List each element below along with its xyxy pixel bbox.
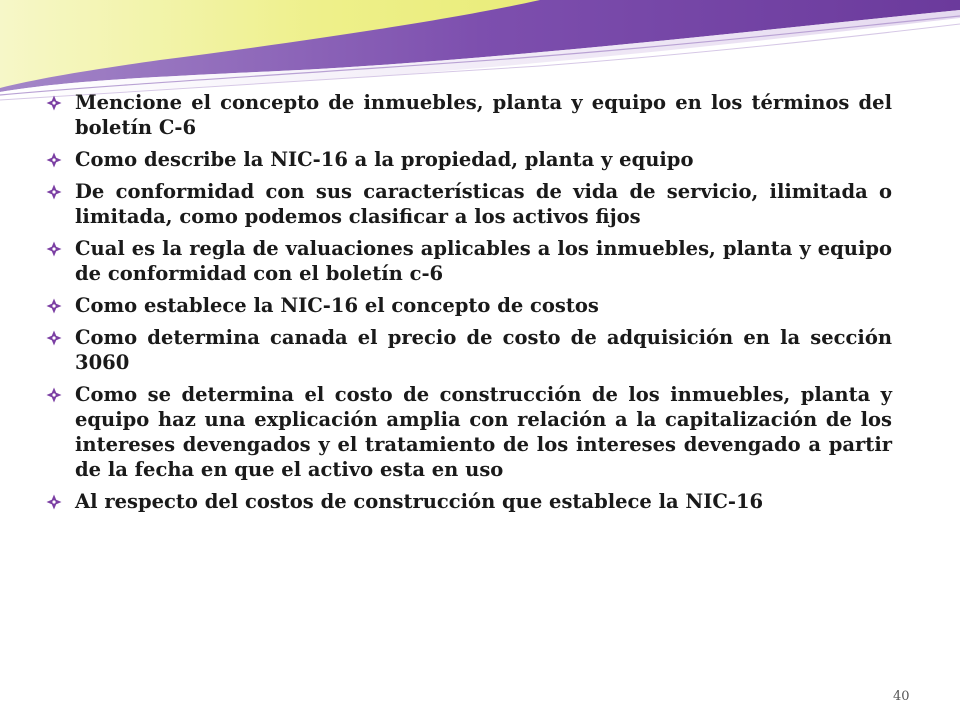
- four-petal-diamond-icon: [46, 152, 62, 168]
- bullet-text: Como se determina el costo de construcción de los inmuebles, planta y equipo haz una explicación amplia con relación a la capitalización de los intereses devengados y el tratamiento de los intereses devengado a partir de la fecha en que el activo esta en uso: [75, 383, 892, 481]
- bullet-item: [46, 179, 892, 229]
- bullet-text: De conformidad con sus características de vida de servicio, ilimitada o limitada, como podemos clasificar a los activos fijos: [75, 180, 892, 228]
- bullet-item: [46, 90, 892, 140]
- bullet-item: [46, 325, 892, 375]
- four-petal-diamond-icon: [46, 298, 62, 314]
- slide-number: 40: [893, 689, 910, 704]
- four-petal-diamond-icon: [46, 330, 62, 346]
- four-petal-diamond-icon: [46, 387, 62, 403]
- four-petal-diamond-icon: [46, 184, 62, 200]
- bullet-item: [46, 147, 892, 172]
- four-petal-diamond-icon: [46, 95, 62, 111]
- bullet-item: [46, 489, 892, 514]
- bullet-text: Como describe la NIC-16 a la propiedad, planta y equipo: [75, 148, 694, 171]
- bullet-text: Mencione el concepto de inmuebles, planta y equipo en los términos del boletín C-6: [75, 91, 892, 139]
- bullet-text: Como establece la NIC-16 el concepto de costos: [75, 294, 599, 317]
- four-petal-diamond-icon: [46, 494, 62, 510]
- bullet-list: [46, 90, 892, 521]
- bullet-item: [46, 382, 892, 482]
- bullet-item: [46, 293, 892, 318]
- bullet-text: Como determina canada el precio de costo de adquisición en la sección 3060: [75, 326, 892, 374]
- four-petal-diamond-icon: [46, 241, 62, 257]
- bullet-text: Cual es la regla de valuaciones aplicables a los inmuebles, planta y equipo de conformidad con el boletín c-6: [75, 237, 892, 285]
- bullet-item: [46, 236, 892, 286]
- bullet-text: Al respecto del costos de construcción que establece la NIC-16: [75, 490, 764, 513]
